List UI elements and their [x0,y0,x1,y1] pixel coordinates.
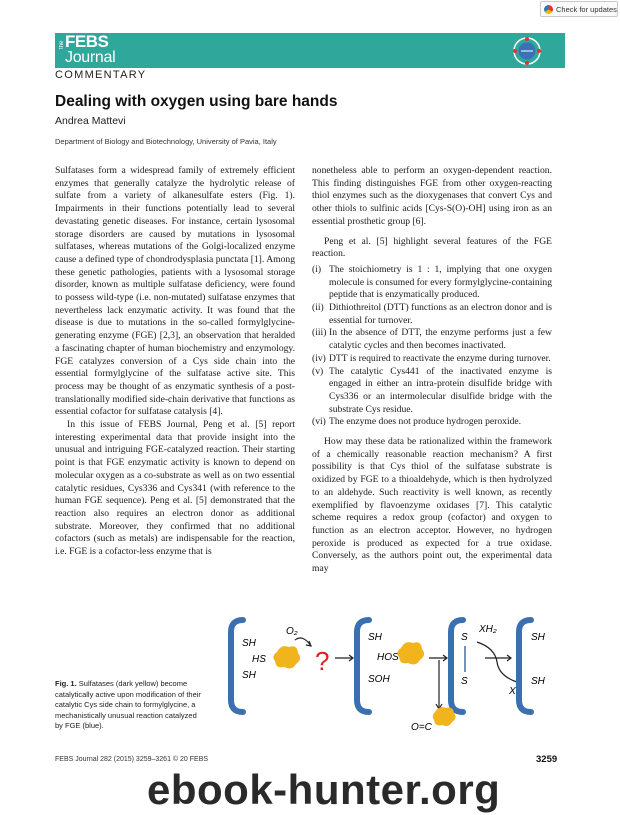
caption-label: Fig. 1. [55,679,77,688]
feature-list [312,264,552,429]
logo-febs: FEBS [65,32,109,51]
label-s: S [461,632,468,643]
figure-caption [55,679,205,732]
list-item: (iii) In the absence of DTT, the enzyme performs just a few catalytic cycles and then becomes inactivated. [312,327,552,352]
section-label: COMMENTARY [55,69,147,81]
left-column [55,165,295,559]
label-xh2: XH₂ [479,624,497,635]
logo-the: the [59,40,65,49]
crossmark-icon [544,5,553,14]
list-item: (vi) The enzyme does not produce hydrogen peroxide. [312,416,522,428]
paragraph: In this issue of FEBS Journal, Peng et al. [5] report interesting experimental data that provide insight into the unusual and intriguing FGE-catalyzed reaction. Their starting point is that FGE enzymatic activity is known to depend on molecular oxygen as a co-substrate as well as on two essential catalytic residues, Cys336 and Cys341 (with reference to the human FGE sequence). Peng et al. [5] demonstrated that the reaction also requires an electron donor as additional substrate. Moreover, they confirmed that no additional cofactors (such as metals) are indispensable for the reaction, i.e. FGE is a cofactor-less enzyme that is [55,419,295,558]
substrate-blob [273,646,300,668]
list-item: (i) The stoichiometry is 1 : 1, implying that one oxygen molecule is consumed for every formylglycine-containing peptide that is enzymatically produced. [312,263,552,301]
paragraph: nonetheless able to perform an oxygen-dependent reaction. This finding distinguishes FGE from other oxygen-reacting thiol enzymes such as the dioxygenases that convert Cys and other thiols to sulfinic acids [Cys-S(O)-OH] using iron as an essential prosthetic group [6]. [312,165,552,227]
list-item: (ii) Dithiothreitol (DTT) functions as an electron donor and is essential for turnover. [312,302,552,326]
label-oc: O=C [411,722,432,732]
label-hos: HOS [377,652,399,663]
label-sh: SH [531,676,545,687]
substrate-blob [433,707,456,726]
figure-1-reaction-scheme [225,612,560,732]
substrate-blob [397,642,424,664]
question-mark: ? [315,646,330,676]
paragraph: How may these data be rationalized within the framework of a chemically reasonable reaction mechanism? A first possibility is that Cys thiol of the sulfatase substrate is oxidized by FGE to a thioaldehyde, which is then hydrolyzed to an aldehyde. Such reactivity is well known, as recently exemplified by flavoenzyme oxidases [7]. This catalytic scheme requires a redox group (cofactor) and oxygen to function as an electron acceptor. However, no hydrogen peroxide is produced as expected for a true oxidase. Conversely, as the authors point out, the experimental data may [312,436,552,575]
label-sh: SH [531,632,545,643]
footer-citation: FEBS Journal 282 (2015) 3259–3261 © 20 FEBS [55,756,209,763]
article-title: Dealing with oxygen using bare hands [55,93,338,110]
right-column [312,165,552,576]
enzyme-bracket [231,620,243,712]
label-s: S [461,676,468,687]
febs-emblem-icon [512,36,542,66]
list-item: (iv) DTT is required to reactivate the enzyme during turnover. [312,352,551,364]
label-x: X [509,686,516,697]
page-number: 3259 [536,754,558,765]
logo-journal: Journal [65,49,116,66]
label-sh: SH [242,638,256,649]
label-sh: SH [242,670,256,681]
label-soh: SOH [368,674,390,685]
label-o2: O₂ [286,626,298,637]
journal-header-band [55,33,565,68]
check-for-updates-badge[interactable] [540,1,618,17]
check-for-updates-label: Check for updates [556,4,617,14]
paragraph: Sulfatases form a widespread family of extremely efficient enzymes that generally catalyze the hydrolytic release of sulfate from a variety of alkanesulfate esters (Fig. 1). Impairments in their functions potentially lead to several devastating genetic diseases. For instance, certain lysosomal storage disorders are caused by mutations in lysosomal sulfatases, whereas mutations of the Golgi-localized enzyme cause a defined type of chondrodysplasia punctata [1]. Among these genetic pathologies, patients with a lysosomal storage disorder, known as multiple sulfatase deficiency, were found to possess wild-type (i.e. non-mutated) sulfatase enzymes that nevertheless lack enzymatic activity. It was found that the disease is due to mutations in the so-called formylglycine-generating enzyme (FGE) [2,3], an observation that heralded a fascinating chapter of human biochemistry and enzymology. FGE catalyzes conversion of a Cys side chain into the essential formylglycine of the sulfatase active site. This process may be thought of as enzymatic synthesis of a post-translationally modified side-chain derivative that functions as essential cofactor for sulfatase catalysis [4]. [55,165,295,418]
watermark: ebook-hunter.org [147,766,501,813]
paragraph: Peng et al. [5] highlight several features of the FGE reaction. [312,235,552,260]
label-hs: HS [252,654,266,665]
list-item: (v) The catalytic Cys441 of the inactivated enzyme is engaged in either an intra-protein disulfide bridge with Cys336 or an intermolecular disulfide bridge with the substrate Cys residue. [312,365,552,415]
article-affiliation: Department of Biology and Biotechnology, University of Pavia, Italy [55,137,277,146]
caption-text: Sulfatases (dark yellow) become catalytically active upon modification of their catalytic Cys side chain to formylglycine, a mechanistically unusual reaction catalyzed by FGE (blue). [55,679,201,730]
article-author: Andrea Mattevi [55,115,126,127]
label-sh: SH [368,632,382,643]
enzyme-bracket [519,620,531,712]
